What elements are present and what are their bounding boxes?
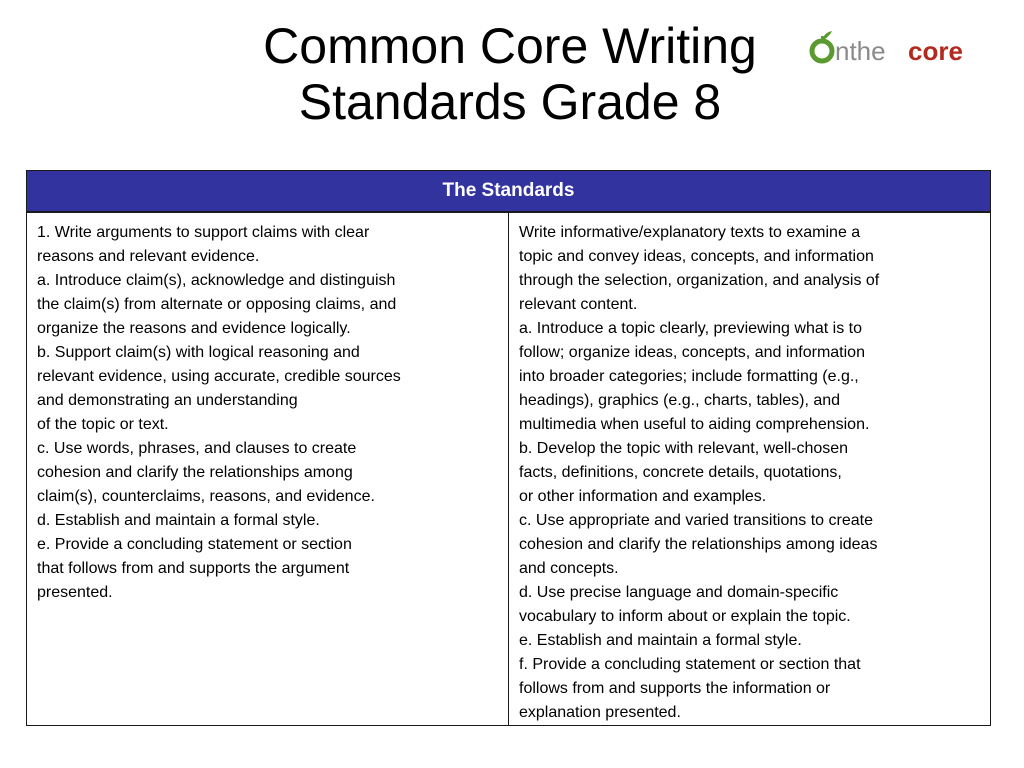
standards-text-line: follows from and supports the information or — [519, 680, 831, 697]
standards-text-line: through the selection, organization, and analysis of — [519, 272, 880, 289]
standards-text-line: the claim(s) from alternate or opposing claims, and — [37, 296, 397, 313]
standards-text-line: cohesion and clarify the relationships among — [37, 464, 353, 481]
standards-text-line: organize the reasons and evidence logically. — [37, 320, 351, 337]
standards-text-line: b. Support claim(s) with logical reasoning and — [37, 344, 360, 361]
standards-text-line: f. Provide a concluding statement or section that — [519, 656, 861, 673]
standards-text-line: multimedia when useful to aiding comprehension. — [519, 416, 870, 433]
standards-text-line: d. Use precise language and domain-specific — [519, 584, 839, 601]
standards-text-line: that follows from and supports the argument — [37, 560, 350, 577]
standards-text-line: e. Establish and maintain a formal style. — [519, 632, 802, 649]
standards-text-line: reasons and relevant evidence. — [37, 248, 260, 265]
slide-title-line-2: Standards Grade 8 — [298, 74, 722, 130]
standards-text-line: b. Develop the topic with relevant, well-chosen — [519, 440, 849, 457]
standards-text-line: follow; organize ideas, concepts, and information — [519, 344, 865, 361]
standards-text-line: c. Use words, phrases, and clauses to create — [37, 440, 357, 457]
standards-header-row — [27, 171, 991, 213]
standards-text-line: c. Use appropriate and varied transitions to create — [519, 512, 873, 529]
standards-text-line: explanation presented. — [519, 704, 681, 721]
standards-table — [26, 170, 991, 726]
standards-column-informative — [509, 212, 991, 726]
standards-text-line: vocabulary to inform about or explain the topic. — [519, 608, 851, 625]
standards-text-line: a. Introduce a topic clearly, previewing what is to — [519, 320, 862, 337]
standards-text-line: 1. Write arguments to support claims with clear — [37, 224, 370, 241]
standards-text-line: e. Provide a concluding statement or section — [37, 536, 352, 553]
standards-text-line: claim(s), counterclaims, reasons, and evidence. — [37, 488, 375, 505]
onthecore-logo — [806, 24, 988, 72]
standards-text-line: relevant evidence, using accurate, credible sources — [37, 368, 401, 385]
standards-text-line: presented. — [37, 584, 113, 601]
standards-text-line: cohesion and clarify the relationships among ideas — [519, 536, 878, 553]
standards-header: The Standards — [27, 171, 991, 213]
standards-text-line: Write informative/explanatory texts to examine a — [519, 224, 861, 241]
standards-text-line: relevant content. — [519, 296, 638, 313]
standards-text-line: a. Introduce claim(s), acknowledge and distinguish — [37, 272, 396, 289]
apple-o-icon — [812, 41, 832, 61]
standards-text-line: or other information and examples. — [519, 488, 767, 505]
slide-title-line-1: Common Core Writing — [263, 18, 757, 74]
standards-text-line: facts, definitions, concrete details, quotations, — [519, 464, 842, 481]
standards-column-arguments — [27, 212, 509, 726]
standards-text-line: d. Establish and maintain a formal style. — [37, 512, 320, 529]
standards-text-line: into broader categories; include formatting (e.g., — [519, 368, 859, 385]
standards-text-line: and demonstrating an understanding — [37, 392, 298, 409]
stem-icon — [821, 36, 824, 42]
logo-text-suffix: core — [908, 36, 963, 66]
standards-text-line: topic and convey ideas, concepts, and information — [519, 248, 874, 265]
onthecore-logo-graphic — [806, 24, 988, 72]
standards-text-line: and concepts. — [519, 560, 619, 577]
logo-text-prefix: nthe — [835, 36, 886, 66]
standards-text-line: of the topic or text. — [37, 416, 169, 433]
standards-body-row — [27, 212, 991, 726]
standards-text-line: headings), graphics (e.g., charts, tables), and — [519, 392, 841, 409]
slide-title — [170, 18, 850, 130]
